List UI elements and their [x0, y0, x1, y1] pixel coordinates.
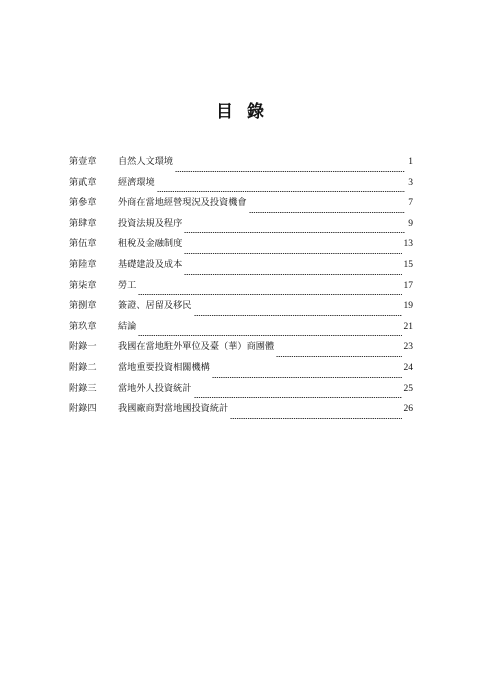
toc-entry[interactable] — [69, 320, 413, 341]
toc-chapter: 附錄二 — [69, 361, 97, 373]
toc-page-number: 26 — [403, 404, 413, 415]
toc-page-number: 23 — [403, 342, 413, 353]
dot-leader — [184, 274, 401, 275]
toc-entry[interactable] — [69, 258, 413, 279]
toc-label: 勞工 — [118, 279, 137, 291]
dot-leader — [184, 232, 405, 233]
dot-leader — [276, 356, 401, 357]
toc-entry[interactable] — [69, 279, 413, 300]
toc-chapter: 附錄一 — [69, 341, 97, 353]
toc-page-number: 24 — [403, 362, 413, 373]
toc-page-number: 7 — [408, 198, 413, 209]
toc-entry[interactable] — [69, 382, 413, 403]
toc-chapter: 附錄四 — [69, 403, 97, 415]
toc-entry[interactable] — [69, 217, 413, 238]
toc-chapter: 附錄三 — [69, 382, 97, 394]
toc-chapter: 第參章 — [69, 197, 97, 209]
toc-page-number: 21 — [403, 321, 413, 332]
toc-label: 自然人文環境 — [118, 156, 174, 167]
toc-page-number: 13 — [403, 239, 413, 250]
toc-label: 投資法規及程序 — [118, 217, 183, 229]
toc-entry[interactable] — [69, 176, 413, 197]
toc-entry[interactable] — [69, 340, 413, 361]
dot-leader — [175, 171, 405, 172]
dot-leader — [194, 397, 402, 398]
toc-page-number: 17 — [403, 280, 413, 291]
toc-chapter: 第捌章 — [69, 300, 97, 312]
toc-chapter: 第壹章 — [69, 156, 97, 167]
toc-entry[interactable] — [69, 402, 413, 423]
toc-chapter: 第玖章 — [69, 320, 97, 332]
toc-entry[interactable] — [69, 361, 413, 382]
dot-leader — [184, 253, 401, 254]
toc-label: 當地外人投資統計 — [118, 382, 192, 394]
toc-entry[interactable] — [69, 299, 413, 320]
toc-page-number: 25 — [403, 383, 413, 394]
toc-label: 經濟環境 — [118, 176, 155, 188]
toc-label: 當地重要投資相關機構 — [118, 361, 210, 373]
toc-chapter: 第伍章 — [69, 238, 97, 250]
toc-entry[interactable] — [69, 196, 413, 217]
toc-label: 結論 — [118, 320, 137, 332]
toc-label: 租稅及金融制度 — [118, 238, 183, 250]
dot-leader — [230, 418, 401, 419]
dot-leader — [249, 212, 405, 213]
toc-page-number: 3 — [408, 177, 413, 188]
toc-chapter: 第陸章 — [69, 258, 97, 270]
dot-leader — [157, 191, 405, 192]
toc-chapter: 第肆章 — [69, 217, 97, 229]
dot-leader — [212, 377, 402, 378]
toc-label: 外商在當地經營現況及投資機會 — [118, 197, 247, 209]
dot-leader — [194, 315, 402, 316]
toc-entry[interactable] — [69, 155, 413, 176]
dot-leader — [138, 335, 401, 336]
dot-leader — [138, 294, 401, 295]
toc-entry[interactable] — [69, 237, 413, 258]
toc-title: 目錄 — [216, 102, 278, 122]
toc-label: 我國在當地駐外單位及臺（華）商團體 — [118, 341, 275, 353]
toc-chapter: 第柒章 — [69, 279, 97, 291]
toc-label: 簽證、居留及移民 — [118, 300, 192, 312]
toc-label: 基礎建設及成本 — [118, 258, 183, 270]
toc-page-number: 1 — [408, 157, 413, 167]
toc-page-number: 15 — [403, 259, 413, 270]
toc-chapter: 第貳章 — [69, 176, 97, 188]
toc-page-number: 9 — [408, 218, 413, 229]
toc-page-number: 19 — [403, 301, 413, 312]
toc-list — [69, 155, 413, 423]
toc-label: 我國廠商對當地國投資統計 — [118, 403, 229, 415]
